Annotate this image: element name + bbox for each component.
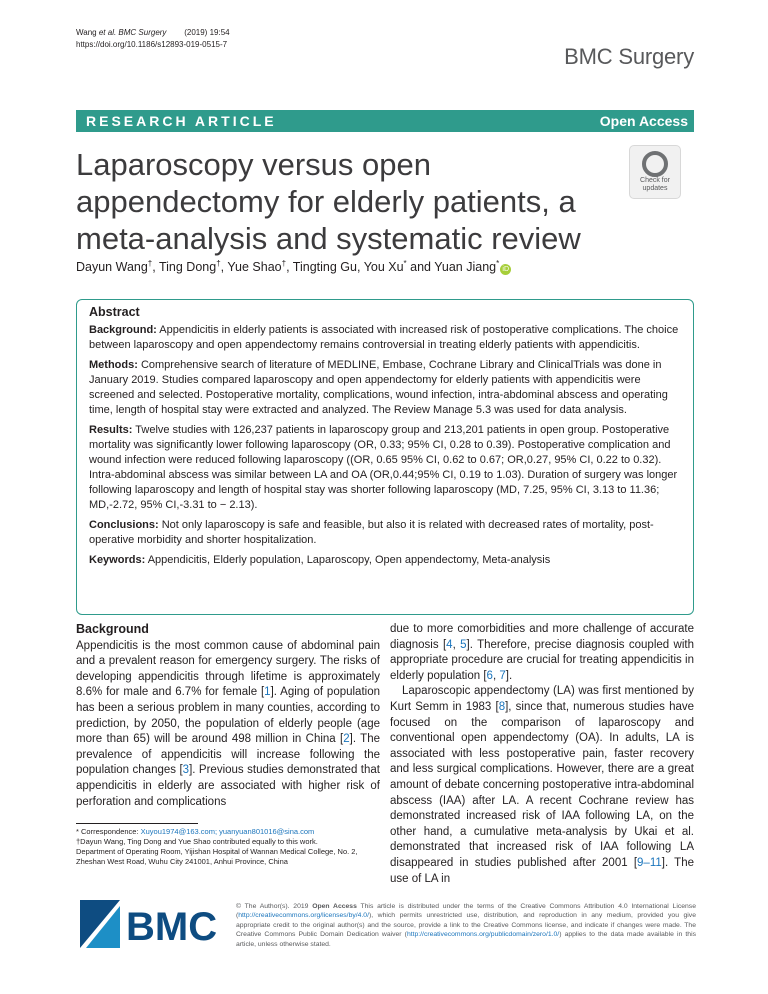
abstract-results: Results: Twelve studies with 126,237 patients in laparoscopy group and 213,201 patients in open group. Postoperative mortality was significantly lower following laparoscopy (OR, 0.33; 95% CI, 0.28 to 0.39). Postoperative complication and wound infection were reduced following laparoscopy ((OR, 0.65 95% CI, 0.62 to 0.67; OR,0.27, 95% CI, 0.22 to 0.32). Intra-abdominal abscess was similar between LA and OA (OR,0.44;95% CI, 0.19 to 1.03). Duration of surgery was longer following laparoscopy and length of hospital stay was shorter following laparoscopy (MD, 7.25, 95% CI, 3.13 to 11.36; MD,-2.72, 95% CI,-3.31 to − 2.13). xyxy=(89,424,678,511)
citation-link[interactable]: 5 xyxy=(460,638,467,651)
footnote xyxy=(76,827,376,867)
author[interactable]: Dayun Wang† xyxy=(76,259,153,275)
body-paragraph: Laparoscopic appendectomy (LA) was first mentioned by Kurt Semm in 1983 [8], since that, numerous studies have focused on the comparison of laparoscopy and conventional open appendectomy (OA). In adults, LA is associated with less postoperative pain, faster recovery and less surgical complications. However, there are a great amount of debate concerning postoperative intra-abdominal abscess (IAA) after LA. A recent Cochrane review has demonstrated increased risk of IAA following LA, on the other hand, a cumulative meta-analysis by Ukai et al. demonstrated that increased risk of IAA following LA disappeared in studies published after 2001 [9–11]. The use of LA in xyxy=(390,685,695,885)
author[interactable]: Yue Shao† xyxy=(227,259,287,275)
check-for-updates-label xyxy=(630,177,680,193)
affiliation: Department of Operating Room, Yijishan Hospital of Wannan Medical College, No. 2, Zheshan West Road, Wuhu City 241001, Anhui Province, China xyxy=(76,847,358,866)
badge-line2: updates xyxy=(642,185,668,192)
author[interactable]: Yuan Jiang* xyxy=(434,259,500,275)
citation-link[interactable]: 8 xyxy=(498,700,506,713)
citation-link[interactable]: 1 xyxy=(264,686,271,699)
open-access-label: Open Access xyxy=(599,113,688,129)
journal-name: BMC Surgery xyxy=(564,44,694,69)
citation-link[interactable]: 9–11 xyxy=(637,856,662,869)
citation-line xyxy=(76,27,230,39)
citation-header xyxy=(76,27,230,51)
abstract-heading: Abstract xyxy=(89,305,140,319)
citation-link[interactable]: 3 xyxy=(182,764,190,777)
citation-etal: et al. xyxy=(98,28,117,37)
badge-line1: Check for xyxy=(640,177,670,184)
footnote-divider xyxy=(76,823,198,824)
citation-link[interactable]: 6 xyxy=(486,669,493,682)
check-for-updates-icon xyxy=(642,151,668,177)
section-heading-background: Background xyxy=(76,622,149,636)
doi-link[interactable]: https://doi.org/10.1186/s12893-019-0515-7 xyxy=(76,40,228,49)
author-list: Dayun Wang†, Ting Dong†, Yue Shao†, Tingting Gu, You Xu* and Yuan Jiang*iD xyxy=(76,259,511,275)
abstract-keywords: Keywords: Appendicitis, Elderly population, Laparoscopy, Open appendectomy, Meta-analysis xyxy=(89,554,551,566)
abstract-box xyxy=(76,299,694,615)
abstract-background: Background: Appendicitis in elderly patients is associated with increased risk of postoperative complications. The choice between laparoscopy and open appendectomy remains controversial in treating elderly patients with appendicitis. xyxy=(89,324,679,351)
citation-link[interactable]: 2 xyxy=(343,733,350,746)
abstract-conclusions: Conclusions: Not only laparoscopy is safe and feasible, but also it is related with decreased rates of mortality, post-operative morbidity and shorter hospitalization. xyxy=(89,519,654,546)
citation-authors: Wang xyxy=(76,28,97,37)
check-for-updates-badge[interactable] xyxy=(629,145,681,199)
author[interactable]: Ting Dong† xyxy=(158,259,221,275)
citation-year: (2019) 19:54 xyxy=(184,28,230,37)
public-domain-link[interactable]: http://creativecommons.org/publicdomain/zero/1.0/ xyxy=(406,931,560,939)
body-paragraph: due to more comorbidities and more challenge of accurate diagnosis [4, 5]. Therefore, precise diagnosis coupled with appropriate procedure are crucial for treating appendicitis in elderly population [6, 7]. xyxy=(390,623,694,682)
bmc-logo-text: BMC xyxy=(126,905,218,948)
bmc-logo xyxy=(80,900,220,948)
correspondence: * Correspondence: Xuyou1974@163.com; yuanyuan801016@sina.com xyxy=(76,827,315,836)
license-link[interactable]: http://creativecommons.org/licenses/by/4.0/ xyxy=(238,912,369,920)
article-type-label: RESEARCH ARTICLE xyxy=(86,113,277,129)
orcid-icon[interactable]: iD xyxy=(500,264,511,275)
body-left-column xyxy=(76,622,380,810)
article-type-banner xyxy=(76,110,694,132)
equal-contribution-note: †Dayun Wang, Ting Dong and Yue Shao contributed equally to this work. xyxy=(76,837,318,846)
author[interactable]: You Xu* xyxy=(363,259,407,275)
body-right-column xyxy=(390,622,694,887)
abstract-methods: Methods: Comprehensive search of literature of MEDLINE, Embase, Cochrane Library and ClinicalTrials was done in January 2019. Studies compared laparoscopy and open appendectomy for elderly patients with appendicitis were screened and selected. Postoperative mortality, complications, wound infection, intra-abdominal abscess and operating time, length of hospital stay were extracted and analyzed. The Review Manage 5.3 was used for data analysis. xyxy=(89,359,668,416)
author[interactable]: Tingting Gu xyxy=(292,260,357,275)
correspondence-emails[interactable]: Xuyou1974@163.com; yuanyuan801016@sina.com xyxy=(140,827,315,836)
citation-journal: BMC Surgery xyxy=(118,28,167,37)
citation-link[interactable]: 7 xyxy=(499,669,506,682)
license-statement: © The Author(s). 2019 Open Access This article is distributed under the terms of the Creative Commons Attribution 4.0 International License (http://creativecommons.org/licenses/by/4.0/), which permits unrestricted use, distribution, and reproduction in any medium, provided you give appropriate credit to the original author(s) and the source, provide a link to the Creative Commons license, and indicate if changes were made. The Creative Commons Public Domain Dedication waiver (http://creativecommons.org/publicdomain/zero/1.0/) applies to the data made available in this article, unless otherwise stated. xyxy=(236,903,696,948)
article-title: Laparoscopy versus open appendectomy for elderly patients, a meta-analysis and systematic review xyxy=(76,147,581,256)
body-paragraph: Appendicitis is the most common cause of abdominal pain and a prevalent reason for emergency surgery. The risks of developing appendicitis through lifetime is approximately 8.6% for male and 6.7% for female [1]. Aging of population has been a serious problem in many counties, according to prediction, by 2050, the population of elderly people (age more than 65) will be around 498 million in China [2]. The prevalence of appendicitis will increase following the population changes [3]. Previous studies demonstrated that appendicitis in elderly are associated with higher risk of perforation and complications xyxy=(76,639,380,808)
citation-link[interactable]: 4 xyxy=(446,638,453,651)
